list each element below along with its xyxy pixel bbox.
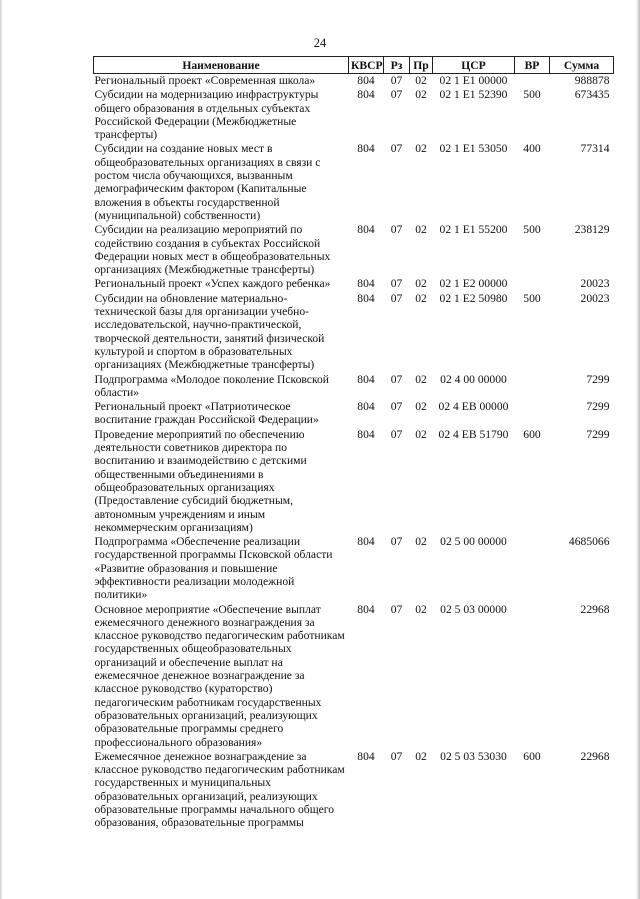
cell-rz: 07 — [390, 427, 403, 441]
cell-sum: 4685066 — [568, 535, 610, 549]
cell-kvsr: 804 — [357, 291, 375, 305]
cell-pr: 02 — [415, 602, 427, 616]
header-vr: ВР — [515, 57, 550, 74]
cell-vr: 500 — [523, 88, 541, 102]
table-row — [94, 223, 614, 277]
cell-vr — [515, 535, 550, 602]
table-row — [94, 292, 614, 373]
cell-pr: 02 — [415, 74, 427, 87]
cell-csr: 02 5 03 00000 — [440, 602, 507, 616]
cell-pr: 02 — [415, 88, 427, 102]
table-row — [94, 535, 614, 602]
cell-kvsr: 804 — [357, 74, 375, 87]
cell-pr: 02 — [415, 223, 427, 237]
cell-pr: 02 — [415, 535, 427, 549]
cell-name: Субсидии на обновление материально-технической базы для организации учебно-исследовательской, научно-практической, творческой деятельности, занятий физической культурой и спортом в образовательных организациях (Межбюджетные трансферты) — [94, 291, 325, 372]
cell-vr: 600 — [523, 427, 541, 441]
cell-pr: 02 — [415, 142, 427, 156]
cell-name: Проведение мероприятий по обеспечению деятельности советников директора по воспитанию и взаимодействию с детскими общественными объединениями в общеобразовательных организациях (Предоставление субсидий бюджетным, автономным учреждениям и иным некоммерческим организациям) — [94, 427, 307, 534]
cell-sum: 673435 — [574, 88, 610, 102]
page-number: 24 — [313, 36, 327, 50]
cell-kvsr: 804 — [357, 749, 375, 763]
cell-rz: 07 — [390, 749, 403, 763]
cell-kvsr: 804 — [357, 427, 375, 441]
cell-csr: 02 1 E1 00000 — [439, 74, 508, 87]
table-row — [94, 400, 614, 428]
cell-rz: 07 — [390, 74, 403, 87]
cell-vr: 600 — [523, 749, 541, 763]
cell-pr: 02 — [415, 291, 427, 305]
cell-sum: 238129 — [574, 223, 610, 237]
cell-rz: 07 — [390, 535, 403, 549]
cell-csr: 02 1 E1 53050 — [439, 142, 508, 156]
cell-kvsr: 804 — [357, 602, 375, 616]
cell-csr: 02 5 03 53030 — [440, 749, 507, 763]
table-row — [94, 750, 614, 831]
cell-csr: 02 5 00 00000 — [440, 535, 507, 549]
table-header-row — [94, 57, 614, 74]
cell-csr: 02 1 E2 50980 — [439, 291, 508, 305]
budget-table — [93, 56, 614, 831]
cell-kvsr: 804 — [357, 223, 375, 237]
cell-pr: 02 — [415, 372, 427, 386]
table-row — [94, 277, 614, 291]
cell-kvsr: 804 — [357, 142, 375, 156]
cell-name: Субсидии на модернизацию инфраструктуры общего образования в отдельных субъектах Российской Федерации (Межбюджетные трансферты) — [94, 88, 319, 142]
cell-rz: 07 — [390, 277, 403, 291]
header-kvsr: КВСР — [349, 57, 384, 74]
cell-vr — [515, 400, 550, 428]
table-row — [94, 373, 614, 401]
cell-name: Региональный проект «Современная школа» — [94, 74, 316, 87]
cell-rz: 07 — [390, 400, 403, 414]
cell-sum: 988878 — [574, 74, 610, 87]
cell-name: Региональный проект «Успех каждого ребенка» — [94, 277, 331, 291]
cell-pr: 02 — [415, 277, 427, 291]
cell-name: Субсидии на создание новых мест в общеобразовательных организациях в связи с ростом числа обучающихся, вызванным демографическим фактором (Капитальные вложения в объекты государственной (муниципальной) собственности) — [94, 142, 321, 222]
cell-sum: 22968 — [580, 602, 610, 616]
cell-vr — [515, 277, 550, 291]
cell-kvsr: 804 — [357, 535, 375, 549]
cell-sum: 20023 — [580, 291, 610, 305]
cell-kvsr: 804 — [357, 372, 375, 386]
table-row — [94, 428, 614, 535]
cell-rz: 07 — [390, 223, 403, 237]
cell-sum: 20023 — [580, 277, 610, 291]
header-sum: Сумма — [550, 57, 614, 74]
cell-sum: 22968 — [580, 749, 610, 763]
cell-name: Подпрограмма «Обеспечение реализации государственной программы Псковской области «Развитие образования и повышение эффективности реализации молодежной политики» — [94, 535, 333, 602]
header-csr: ЦСР — [433, 57, 515, 74]
cell-vr — [515, 373, 550, 401]
cell-csr: 02 4 00 00000 — [440, 372, 507, 386]
cell-rz: 07 — [390, 372, 403, 386]
cell-csr: 02 4 EB 51790 — [438, 427, 509, 441]
cell-sum: 7299 — [586, 372, 610, 386]
table-row — [94, 74, 614, 89]
cell-sum: 77314 — [580, 142, 610, 156]
cell-vr: 400 — [523, 142, 541, 156]
header-pr: Пр — [410, 57, 433, 74]
header-rz: Рз — [384, 57, 410, 74]
cell-name: Подпрограмма «Молодое поколение Псковской области» — [94, 372, 329, 399]
cell-csr: 02 1 E1 55200 — [439, 223, 508, 237]
table-row — [94, 142, 614, 223]
cell-name: Региональный проект «Патриотическое воспитание граждан Российской Федерации» — [94, 400, 319, 427]
cell-vr: 500 — [523, 291, 541, 305]
cell-vr: 500 — [523, 223, 541, 237]
scan-edge-right — [636, 0, 640, 899]
cell-name: Субсидии на реализацию мероприятий по содействию создания в субъектах Российской Федерации новых мест в общеобразовательных организациях (Межбюджетные трансферты) — [94, 223, 331, 277]
cell-sum: 7299 — [586, 427, 610, 441]
cell-rz: 07 — [390, 88, 403, 102]
cell-kvsr: 804 — [357, 400, 375, 414]
cell-csr: 02 1 E2 00000 — [439, 277, 508, 291]
cell-vr — [515, 74, 550, 89]
cell-pr: 02 — [415, 427, 427, 441]
cell-name: Основное мероприятие «Обеспечение выплат ежемесячного денежного вознаграждения за классное руководство педагогическим работникам государственных общеобразовательных организаций и обеспечение выплат на ежемесячное денежное вознаграждение за классное руководство (кураторство) педагогическим работникам государственных образовательных организаций, реализующих образовательные программы среднего профессионального образования» — [94, 602, 345, 749]
cell-csr: 02 1 E1 52390 — [439, 88, 508, 102]
cell-pr: 02 — [415, 749, 427, 763]
cell-sum: 7299 — [586, 400, 610, 414]
cell-rz: 07 — [390, 291, 403, 305]
cell-vr — [515, 603, 550, 750]
scan-edge-left — [0, 0, 3, 899]
cell-kvsr: 804 — [357, 88, 375, 102]
cell-name: Ежемесячное денежное вознаграждение за классное руководство педагогическим работникам государственных и муниципальных образовательных организаций, реализующих образовательные программы начального общего образования, образовательные программы — [94, 749, 345, 830]
cell-kvsr: 804 — [357, 277, 375, 291]
cell-rz: 07 — [390, 602, 403, 616]
header-name: Наименование — [94, 57, 349, 74]
table-row — [94, 88, 614, 142]
cell-rz: 07 — [390, 142, 403, 156]
cell-pr: 02 — [415, 400, 427, 414]
cell-csr: 02 4 EB 00000 — [438, 400, 509, 414]
table-row — [94, 603, 614, 750]
